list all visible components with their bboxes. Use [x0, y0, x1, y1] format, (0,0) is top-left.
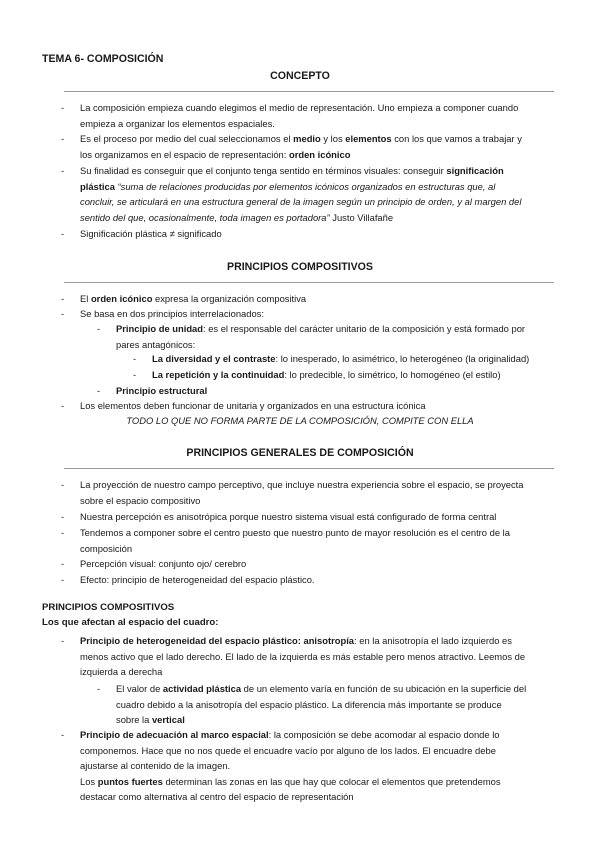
list-item-text: Principio de unidad: es el responsable del carácter unitario de la composición y está formado por pares antagónicos:: [116, 323, 526, 350]
bullet-dash: -: [61, 308, 65, 319]
bullet-dash: -: [97, 683, 101, 694]
bullet-dash: -: [61, 729, 65, 740]
list-item-text: La diversidad y el contraste: lo inesperado, lo asimétrico, lo heterogéneo (la originalidad): [152, 353, 530, 364]
bullet-dash: -: [61, 511, 65, 522]
emphasis-statement: TODO LO QUE NO FORMA PARTE DE LA COMPOSICIÓN, COMPITE CON ELLA: [126, 415, 474, 426]
list-item-text: Principio estructural: [116, 385, 208, 396]
bullet-dash: -: [61, 479, 65, 490]
list-item-text: La repetición y la continuidad: lo predecible, lo simétrico, lo homogéneo (el estilo): [152, 369, 501, 380]
subheading-cuadro: Los que afectan al espacio del cuadro:: [42, 617, 219, 628]
list-item-text: El valor de actividad plástica de un elemento varía en función de su ubicación en la superficie del cuadro debido a la anisotropía del espacio plástico. La diferencia más importante se produce sobre la vertical: [116, 683, 527, 725]
list-item-text: Tendemos a componer sobre el centro puesto que nuestro punto de mayor resolución es el centro de la composición: [80, 527, 510, 554]
bullet-dash: -: [61, 133, 65, 144]
bullet-dash: -: [133, 353, 137, 364]
section-divider: [64, 91, 554, 92]
bullet-dash: -: [97, 323, 101, 334]
list-item-text: Principio de adecuación al marco espacial: la composición se debe acomodar al espacio donde lo componemos. Hace que no nos quede el encuadre vacío por alguno de los lados. El encuadre debe ajustarse al contenido de la imagen. Los puntos fuertes determinan las zonas en las que hay que colocar el elementos que pretendemos destacar como alternativa al centro del espacio de representación: [80, 729, 501, 802]
section-divider: [64, 468, 554, 469]
list-item-text: Los elementos deben funcionar de unitaria y organizados en una estructura icónica: [80, 400, 426, 411]
bullet-dash: -: [61, 558, 65, 569]
section-heading-principios: PRINCIPIOS COMPOSITIVOS: [227, 261, 373, 273]
list-item-text: Su finalidad es conseguir que el conjunto tenga sentido en términos visuales: conseguir significación plástica “suma de relaciones producidas por elementos icónicos organizados en estructuras que, al concluir, se articulará en una estructura general de la imagen según un principio de orden, y al margen del sentido del que, ocasionalmente, toda imagen es portadora” Justo Villafañe: [80, 165, 522, 223]
bullet-dash: -: [61, 228, 65, 239]
list-item-text: La proyección de nuestro campo perceptivo, que incluye nuestra experiencia sobre el espacio, se proyecta sobre el espacio compositivo: [80, 479, 524, 506]
bullet-dash: -: [133, 369, 137, 380]
bullet-dash: -: [61, 574, 65, 585]
list-item-text: Efecto: principio de heterogeneidad del espacio plástico.: [80, 574, 315, 585]
list-item-text: Percepción visual: conjunto ojo/ cerebro: [80, 558, 247, 569]
list-item-text: El orden icónico expresa la organización compositiva: [80, 293, 307, 304]
subheading-principios: PRINCIPIOS COMPOSITIVOS: [42, 602, 175, 613]
bullet-dash: -: [61, 635, 65, 646]
list-item-text: Nuestra percepción es anisotrópica porque nuestro sistema visual está configurado de forma central: [80, 511, 497, 522]
list-item-text: Principio de heterogeneidad del espacio plástico: anisotropía: en la anisotropía el lado izquierdo es menos activo que el lado derecho. El lado de la izquierda es más estable pero menos atractivo. Leemos de izquierda a derecha: [80, 635, 526, 677]
bullet-dash: -: [61, 165, 65, 176]
document-title: TEMA 6- COMPOSICIÓN: [42, 53, 164, 65]
bullet-dash: -: [61, 527, 65, 538]
list-item-text: Significación plástica ≠ significado: [80, 228, 222, 239]
bullet-dash: -: [61, 102, 65, 113]
bullet-dash: -: [61, 293, 65, 304]
section-divider: [64, 282, 554, 283]
section-heading-generales: PRINCIPIOS GENERALES DE COMPOSICIÓN: [186, 447, 414, 459]
section-heading-concepto: CONCEPTO: [270, 70, 330, 82]
list-item-text: Es el proceso por medio del cual seleccionamos el medio y los elementos con los que vamos a trabajar y los organizamos en el espacio de representación: orden icónico: [80, 133, 522, 160]
list-item-text: Se basa en dos principios interrelacionados:: [80, 308, 264, 319]
bullet-dash: -: [61, 400, 65, 411]
list-item-text: La composición empieza cuando elegimos el medio de representación. Uno empieza a componer cuando empieza a organizar los elementos espaciales.: [80, 102, 519, 129]
bullet-dash: -: [97, 385, 101, 396]
